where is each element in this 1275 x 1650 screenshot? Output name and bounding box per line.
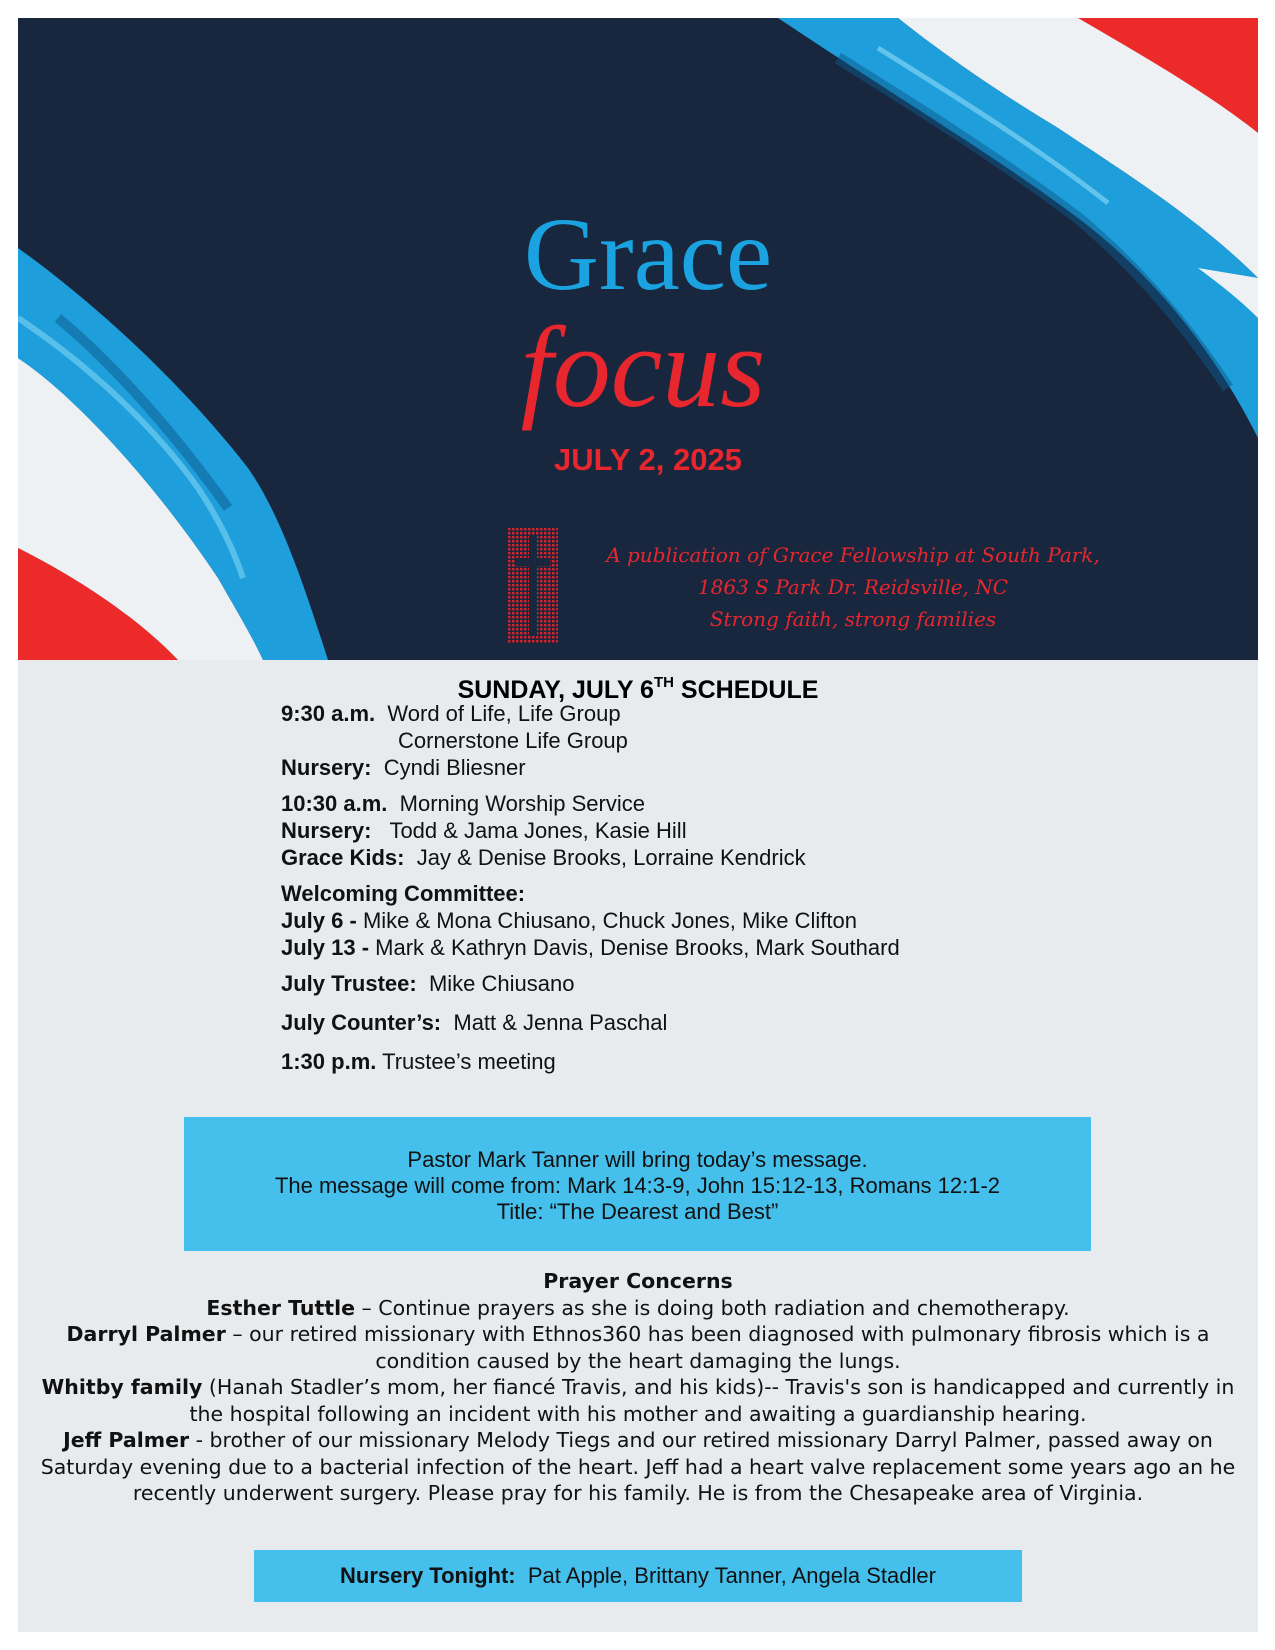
tagline (563, 539, 1143, 635)
sermon-message-box (184, 1117, 1091, 1251)
time-1030: 10:30 a.m. (281, 791, 388, 816)
welcoming-row-july-13 (281, 934, 1181, 961)
welcoming-date-1: July 6 - (281, 908, 357, 933)
schedule-row-trustee (281, 970, 1181, 997)
trustee-value: Mike Chiusano (428, 971, 575, 996)
nursery-tonight-value: Pat Apple, Brittany Tanner, Angela Stadler (527, 1563, 936, 1588)
nursery-tonight-label: Nursery Tonight: (340, 1563, 516, 1588)
welcoming-label: Welcoming Committee: (281, 881, 526, 906)
schedule-row-nursery-2 (281, 817, 1181, 844)
group-word-of-life: Word of Life, Life Group (387, 701, 621, 726)
prayer-item-text: – our retired missionary with Ethnos360 has been diagnosed with pulmonary fibrosis which is a condition caused by the heart damaging the lungs. (225, 1322, 1210, 1373)
schedule-row-counters (281, 1009, 1181, 1036)
schedule-row-grace-kids (281, 844, 1181, 871)
prayer-item (38, 1295, 1238, 1322)
cross-logo-icon (508, 528, 558, 644)
welcoming-names-1: Mike & Mona Chiusano, Chuck Jones, Mike Clifton (362, 908, 857, 933)
header-banner (18, 18, 1258, 660)
meeting-time: 1:30 p.m. (281, 1049, 377, 1074)
prayer-concerns-heading: Prayer Concerns (543, 1269, 733, 1293)
schedule-row-nursery-1 (281, 754, 1181, 781)
grace-kids-value: Jay & Denise Brooks, Lorraine Kendrick (416, 845, 806, 870)
schedule-heading-suffix: SCHEDULE (673, 676, 819, 704)
group-cornerstone: Cornerstone Life Group (398, 728, 628, 753)
prayer-item-name: Whitby family (41, 1375, 203, 1399)
welcoming-row-july-6 (281, 907, 1181, 934)
service-1030: Morning Worship Service (399, 791, 645, 816)
prayer-item-name: Jeff Palmer (63, 1428, 190, 1452)
schedule-1030-block (281, 790, 1181, 871)
newsletter-page (18, 18, 1258, 1632)
prayer-item-text: (Hanah Stadler’s mom, her fiancé Travis, and his kids)-- Travis's son is handicapped and currently in the hospital following an incident with his mother and awaiting a guardianship hearing. (189, 1375, 1235, 1426)
masthead-title-grace: Grace (523, 197, 773, 312)
schedule-heading-superscript: TH (653, 674, 674, 691)
tagline-line-motto: Strong faith, strong families (709, 607, 997, 631)
welcoming-committee-block (281, 880, 1181, 961)
schedule-row-930 (281, 700, 1181, 727)
schedule-row-trustee-meeting (281, 1048, 1181, 1075)
welcoming-committee-label (281, 880, 1181, 907)
schedule-930-block (281, 700, 1181, 781)
grace-kids-label: Grace Kids: (281, 845, 405, 870)
prayer-item (38, 1321, 1238, 1374)
schedule-row-1030 (281, 790, 1181, 817)
schedule-heading-text: SUNDAY, JULY 6 (457, 676, 654, 704)
prayer-item-name: Esther Tuttle (206, 1295, 356, 1320)
sermon-scripture-line: The message will come from: Mark 14:3-9, John 15:12-13, Romans 12:1-2 (274, 1173, 1001, 1198)
nursery-label-2: Nursery: (281, 818, 372, 843)
welcoming-names-2: Mark & Kathryn Davis, Denise Brooks, Mark Southard (375, 935, 900, 960)
tagline-line-publication: A publication of Grace Fellowship at South Park, (606, 543, 1100, 567)
meeting-value: Trustee’s meeting (382, 1049, 556, 1074)
nursery-tonight-box (254, 1550, 1022, 1602)
prayer-concerns (38, 1268, 1238, 1507)
time-930: 9:30 a.m. (281, 701, 376, 726)
counters-value: Matt & Jenna Paschal (453, 1010, 668, 1035)
tagline-line-address: 1863 S Park Dr. Reidsville, NC (697, 575, 1009, 599)
prayer-item-text: – Continue prayers as she is doing both radiation and chemotherapy. (355, 1295, 1070, 1320)
nursery-value-1: Cyndi Bliesner (383, 755, 526, 780)
nursery-value-2: Todd & Jama Jones, Kasie Hill (389, 818, 687, 843)
masthead-title-focus: focus (520, 304, 766, 432)
sermon-speaker-line: Pastor Mark Tanner will bring today’s message. (407, 1147, 868, 1172)
issue-date: JULY 2, 2025 (554, 442, 742, 477)
prayer-item-name: Darryl Palmer (66, 1322, 226, 1346)
counters-label: July Counter’s: (281, 1010, 442, 1035)
prayer-item (38, 1374, 1238, 1427)
prayer-item-text: - brother of our missionary Melody Tiegs and our retired missionary Darryl Palmer, passed away on Saturday evening due to a bacterial infection of the heart. Jeff had a heart valve replacement some years ago an he recently underwent surgery. Please pray for his family. He is from the Chesapeake area of Virginia. (40, 1428, 1236, 1505)
nursery-label-1: Nursery: (281, 755, 372, 780)
sermon-title-line: Title: “The Dearest and Best” (496, 1199, 779, 1224)
welcoming-date-2: July 13 - (281, 935, 370, 960)
trustee-label: July Trustee: (281, 971, 417, 996)
prayer-item (38, 1427, 1238, 1507)
